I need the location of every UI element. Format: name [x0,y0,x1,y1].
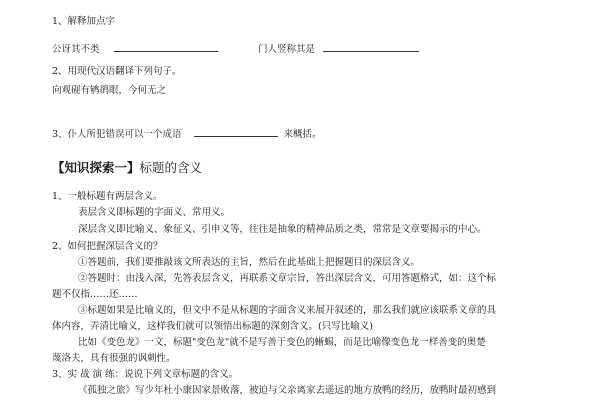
answer-blank-1a[interactable] [114,41,218,52]
question-3-tail: 来概括。 [283,129,322,140]
text-line: 体内容，弄清比喻义，这样我们就可以领悟出标题的深刻含义。(只写比喻义) [52,321,373,332]
text-line: ①答题前，我们要推敲该文所表达的主旨，然后在此基础上把握题目的深层含义。 [78,257,421,268]
text-line: 3、实 战 演 练：说说下列文章标题的含义。 [52,369,239,380]
text-line: 1、一般标题有两层含义。 [52,191,163,202]
question-1-row-b [258,41,419,56]
heading-bracket: 【知识探索一】 [52,160,140,175]
question-1-item-b: 门人竖称其是 [258,44,316,55]
section-heading [52,160,202,176]
text-line: 深层含义即比喻义、象征义、引申义等，往往是抽象的精神品质之类，常常是文章要揭示的中心。 [78,224,487,235]
question-1-label: 1、解释加点字 [52,16,116,27]
question-3-label: 3、仆人所犯错误可以一个成语 [52,129,182,140]
question-1-item-a: 公讶其不类 [52,44,100,55]
text-line: ②答题时：由浅入深，先答表层含义，再联系文章宗旨，答出深层含义，可用答题格式，如：这个标 [78,273,497,284]
text-line: 比如《变色龙》一文，标题"变色龙"就不是写善于变色的蜥蜴，而是比喻像变色龙一样善变的奥楚 [78,337,486,348]
heading-title: 标题的含义 [139,160,203,175]
text-line: ③标题如果是比喻义的，但文中不是从标题的字面含义来展开叙述的，那么我们就应该联系文章的具 [78,305,497,316]
text-line: 表层含义即标题的字面义、常用义。 [78,207,231,218]
answer-blank-3[interactable] [194,126,278,137]
answer-blank-1b[interactable] [323,41,419,52]
question-3-row [52,126,322,141]
text-line: 题不仅指……还…… [52,289,138,300]
question-1-row [52,41,218,56]
text-line: 《孤独之旅》写少年杜小康因家景败落，被迫与父亲离家去遥远的地方放鸭的经历，放鸭时最初感到 [78,385,497,396]
text-line: 2、如何把握深层含义的？ [52,241,163,252]
text-line: 蔑洛夫，具有很强的讽刺性。 [52,353,176,364]
question-2-label: 2、用现代汉语翻译下列句子。 [52,66,182,77]
question-2-sentence: 向观砚有鸲鹆眼，今何无之 [52,85,167,96]
